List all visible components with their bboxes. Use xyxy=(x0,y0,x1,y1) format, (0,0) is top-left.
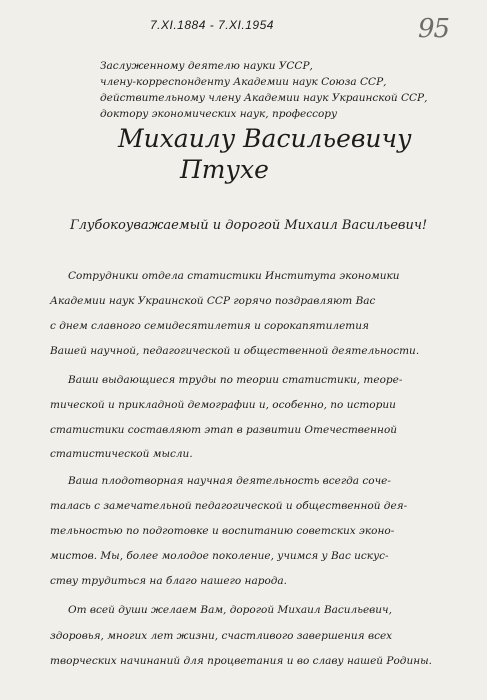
header-dates: 7.XI.1884 - 7.XI.1954 xyxy=(150,18,274,32)
body-line: Ваша плодотворная научная деятельность всегда соче- xyxy=(68,475,391,487)
body-line: с днем славного семидесятилетия и сорокапятилетия xyxy=(50,320,369,332)
greeting: Глубокоуважаемый и дорогой Михаил Васильевич! xyxy=(70,218,428,233)
body-line: Ваши выдающиеся труды по теории статистики, теоре- xyxy=(68,374,403,386)
address-line: члену-корреспонденту Академии наук Союза ССР, xyxy=(100,76,387,88)
body-line: тельностью по подготовке и воспитанию советских эконо- xyxy=(50,525,395,537)
address-line: доктору экономических наук, профессору xyxy=(100,108,338,120)
body-line: статистики составляют этап в развитии Отечественной xyxy=(50,424,398,436)
recipient-surname: Птухе xyxy=(180,155,269,184)
body-line: мистов. Мы, более молодое поколение, учимся у Вас искус- xyxy=(50,550,389,562)
body-line: От всей души желаем Вам, дорогой Михаил Васильевич, xyxy=(68,604,392,616)
body-line: ству трудиться на благо нашего народа. xyxy=(50,575,288,587)
body-line: талась с замечательной педагогической и общественной дея- xyxy=(50,500,408,512)
body-line: Сотрудники отдела статистики Института экономики xyxy=(68,270,400,282)
address-line: Заслуженному деятелю науки УССР, xyxy=(100,60,313,72)
body-line: здоровья, многих лет жизни, счастливого завершения всех xyxy=(50,630,393,642)
body-line: Академии наук Украинской ССР горячо поздравляют Вас xyxy=(50,295,376,307)
body-line: Вашей научной, педагогической и общественной деятельности. xyxy=(50,345,420,357)
page-number: 95 xyxy=(418,14,450,44)
address-line: действительному члену Академии наук Украинской ССР, xyxy=(100,92,428,104)
body-line: статистической мысли. xyxy=(50,448,193,460)
body-line: творческих начинаний для процветания и во славу нашей Родины. xyxy=(50,655,433,667)
body-line: тической и прикладной демографии и, особенно, по истории xyxy=(50,399,396,411)
recipient-name: Михаилу Васильевичу xyxy=(118,124,412,153)
